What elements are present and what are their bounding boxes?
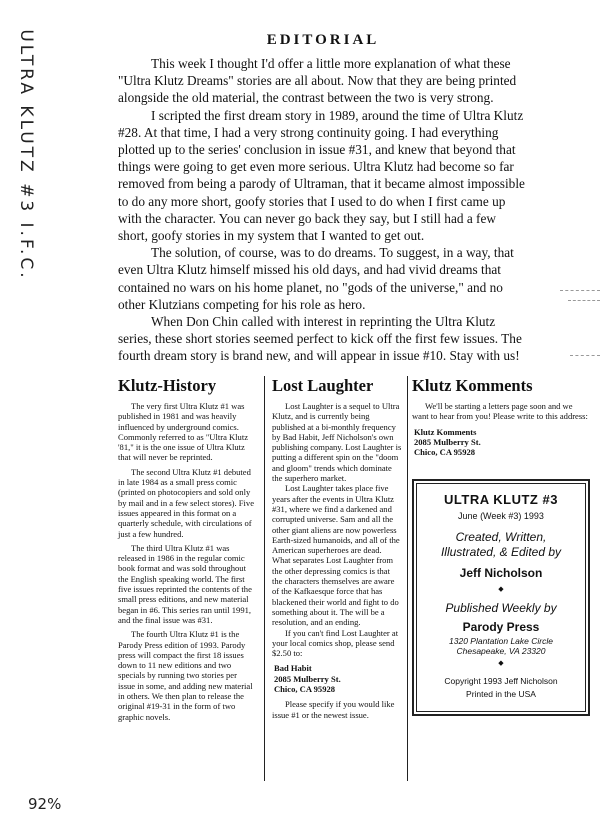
lost-laughter-address <box>274 663 402 694</box>
scan-artifact-line <box>560 290 600 291</box>
scan-artifact-line <box>570 355 600 356</box>
lost-laughter-closing: Please specify if you would like issue #1 or the newest issue. <box>272 699 395 720</box>
lost-laughter-paragraph: If you can't find Lost Laughter at your local comics shop, please send $2.50 to: <box>272 627 399 659</box>
address-line: Klutz Komments <box>414 426 477 437</box>
lost-laughter-column <box>272 376 402 720</box>
credits-date: June (Week #3) 1993 <box>458 511 544 522</box>
credits-copyright: Copyright 1993 Jeff Nicholson <box>444 676 558 687</box>
credits-role-line: Illustrated, & Edited by <box>440 545 562 560</box>
klutz-history-column <box>118 376 256 722</box>
column-divider <box>407 376 408 781</box>
diamond-icon: ◆ <box>498 660 504 668</box>
editorial-paragraph: When Don Chin called with interest in reprinting the Ultra Klutz series, these short stories seemed perfect to kick off the first few issues. The fourth dream story is brand new, and will appear in issue #10. Stay with us! <box>118 314 522 364</box>
credits-role-line: Created, Written, <box>455 530 547 545</box>
editorial-section <box>118 32 528 365</box>
page-scale-note: 92% <box>28 795 62 813</box>
credits-printed: Printed in the USA <box>466 689 536 700</box>
address-line: Chico, CA 95928 <box>274 684 336 695</box>
klutz-komments-title: Klutz Komments <box>412 376 533 395</box>
credits-creator-name: Jeff Nicholson <box>459 566 543 581</box>
editorial-paragraph: I scripted the first dream story in 1989, around the time of Ultra Klutz #28. At that time, I had a very strong continuity going. I had everything plotted up to the series' conclusion in issue #31, and knew that beyond that things were going to get even more serious. Ultra Klutz had become so far removed from being a parody of Ultraman, that it became almost impossible to do any more short, goofy stories that I used to do when I first came up with the character. You can never go back they say, but I still had a few short, goofy stories in my system that I wanted to get out. <box>118 107 525 244</box>
credits-roles <box>421 530 581 560</box>
klutz-komments-column <box>412 376 590 716</box>
klutz-komments-text: We'll be starting a letters page soon and we want to hear from you! Please write to this address: <box>412 401 588 422</box>
lost-laughter-paragraph: Lost Laughter is a sequel to Ultra Klutz, and is currently being published at a bi-monthly frequency by Bad Habit, Jeff Nicholson's own publishing company. Lost Laughter is putting a different spin on the "doom and gloom" trends which dominate the superhero market. <box>272 401 402 484</box>
address-line: 2085 Mulberry St. <box>414 436 481 447</box>
credits-title: ULTRA KLUTZ #3 <box>444 492 558 508</box>
credits-publisher-address <box>421 636 581 656</box>
three-column-section <box>112 376 590 806</box>
klutz-history-paragraph: The third Ultra Klutz #1 was released in 1986 in the regular comic book format and was sold throughout the English speaking world. The first five issues reprinted the contents of the small press editions, and new material began in #6. This series ran until 1991, and the final issue was #31. <box>118 542 252 625</box>
margin-note-text: ULTRA KLUTZ #3 I.F.C. <box>16 29 36 281</box>
credits-published-line: Published Weekly by <box>445 601 557 616</box>
address-line: 1320 Plantation Lake Circle <box>449 636 553 647</box>
lost-laughter-paragraph: Lost Laughter takes place five years after the events in Ultra Klutz #31, where we find a darkened and corrupted universe. Sam and all the other giant aliens are now powerless Earth-sized humanoids, and all of the American superheroes are dead. What separates Lost Laughter from the other depressing comics is that the characters themselves are aware of the Kafkaesque force that has blackened their world and fight to do something about it. The will be a resolution, and an ending. <box>272 483 400 628</box>
editorial-title: EDITORIAL <box>266 32 380 48</box>
klutz-komments-address <box>414 427 590 458</box>
margin-note <box>6 29 46 281</box>
address-line: Bad Habit <box>274 663 312 674</box>
klutz-history-paragraph: The very first Ultra Klutz #1 was published in 1981 and was heavily influenced by underground comics. Commonly referred to as "Ultra Klutz '81," it is the one issue of Ultra Klutz that will never be reprinted. <box>118 401 248 463</box>
klutz-history-title: Klutz-History <box>118 376 217 395</box>
credits-box <box>412 479 590 716</box>
editorial-paragraph: The solution, of course, was to do dreams. To suggest, in a way, that even Ultra Klutz himself missed his old days, and had vivid dreams that contained no wars on his home planet, no "gods of the universe," and no other Klutzians competing for his role as hero. <box>118 245 514 312</box>
klutz-history-paragraph: The second Ultra Klutz #1 debuted in late 1984 as a small press comic (printed on photocopiers and sold only by mail and in a few select stores). Five issues appeared in this format on a quarterly schedule, with circulations of just a few hundred. <box>118 466 254 539</box>
address-line: 2085 Mulberry St. <box>274 673 341 684</box>
address-line: Chesapeake, VA 23320 <box>456 646 546 657</box>
column-divider <box>264 376 265 781</box>
klutz-history-paragraph: The fourth Ultra Klutz #1 is the Parody Press edition of 1993. Parody press will compact the first 18 issues down to 11 new editions and two specials by running two stories per issue in some, and adding new material in others. We then plan to release the original #19-31 in the form of two graphic novels. <box>118 629 253 722</box>
credits-publisher: Parody Press <box>462 620 540 635</box>
diamond-icon: ◆ <box>498 586 504 594</box>
editorial-paragraph: This week I thought I'd offer a little more explanation of what these "Ultra Klutz Dreams" stories are all about. Now that they are being printed alongside the old material, the contrast between the two is very strong. <box>118 56 517 106</box>
lost-laughter-title: Lost Laughter <box>272 376 374 395</box>
scan-artifact-line <box>568 300 600 301</box>
credits-box-inner <box>416 483 586 712</box>
address-line: Chico, CA 95928 <box>414 447 476 458</box>
